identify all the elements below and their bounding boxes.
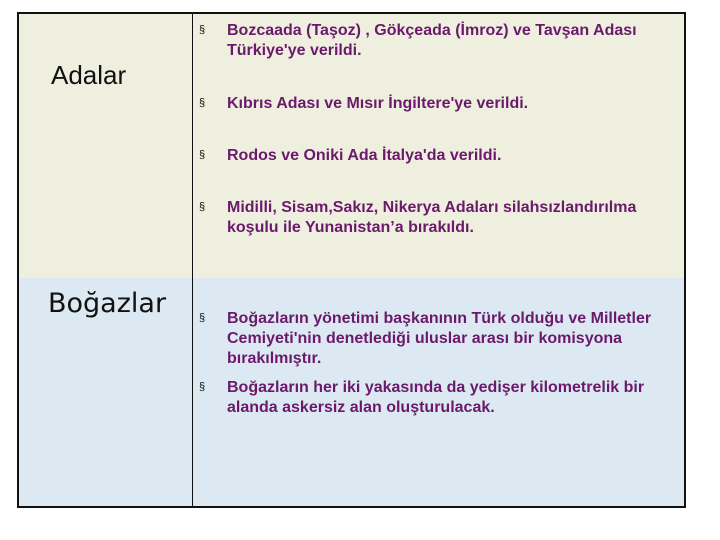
list-item: Bozcaada (Taşoz) , Gökçeada (İmroz) ve Tavşan Adası Türkiye'ye verildi.	[227, 22, 637, 59]
bullet-icon: §	[199, 149, 206, 161]
list-item: Kıbrıs Adası ve Mısır İngiltere'ye verildi.	[227, 95, 529, 112]
row-label-bogazlar: Boğazlar	[48, 288, 167, 319]
column-divider	[192, 14, 193, 506]
bullet-icon: §	[199, 312, 206, 324]
bullet-icon: §	[199, 201, 206, 213]
bullet-icon: §	[199, 24, 206, 36]
table-row-adalar	[19, 14, 684, 280]
list-item: Rodos ve Oniki Ada İtalya'da verildi.	[227, 147, 502, 164]
bullet-icon: §	[199, 381, 206, 393]
list-item: Midilli, Sisam,Sakız, Nikerya Adaları silahsızlandırılma koşulu ile Yunanistan’a bırakıldı.	[227, 199, 637, 236]
bullet-icon: §	[199, 97, 206, 109]
content-table	[17, 12, 686, 508]
list-item: Boğazların her iki yakasında da yedişer kilometrelik bir alanda askersiz alan oluşturulacak.	[227, 379, 645, 416]
list-item: Boğazların yönetimi başkanının Türk olduğu ve Milletler Cemiyeti'nin denetlediği uluslar arası bir komisyona bırakılmıştır.	[227, 310, 652, 367]
table-row-bogazlar	[19, 278, 684, 506]
row-label-adalar: Adalar	[51, 60, 127, 90]
